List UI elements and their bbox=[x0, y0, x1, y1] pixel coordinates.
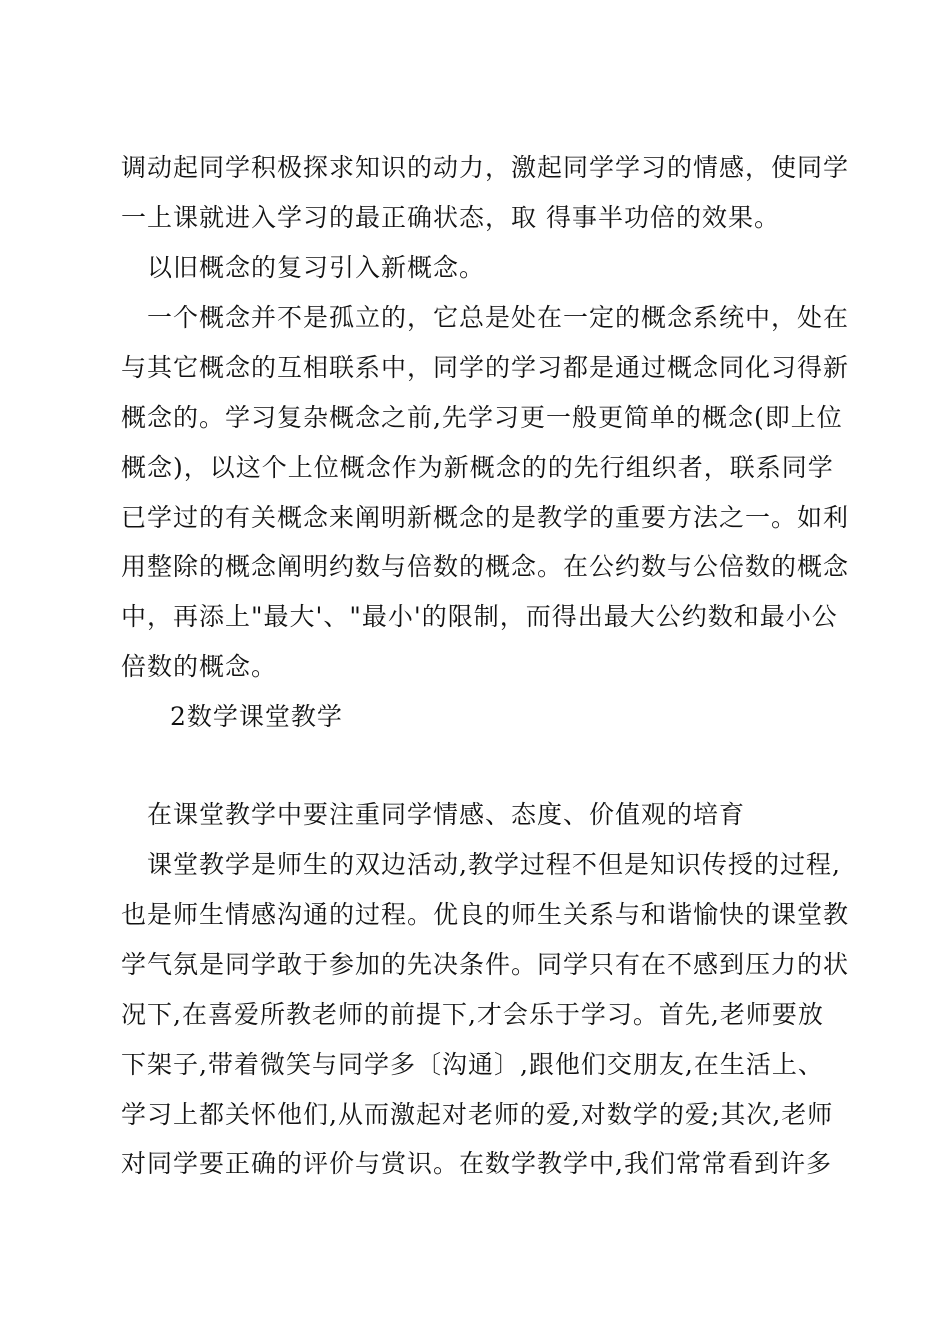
paragraph-line: 与其它概念的互相联系中，同学的学习都是通过概念同化习得新 bbox=[121, 353, 850, 382]
paragraph-line: 一个概念并不是孤立的，它总是处在一定的概念系统中，处在 bbox=[147, 303, 850, 332]
paragraph-line: 概念)，以这个上位概念作为新概念的的先行组织者，联系同学 bbox=[121, 453, 834, 482]
paragraph-line: 中，再添上"最大'、"最小'的限制，而得出最大公约数和最小公 bbox=[121, 602, 838, 631]
paragraph-line: 学习上都关怀他们,从而激起对老师的爱,对数学的爱;其次,老师 bbox=[121, 1100, 834, 1129]
section-heading: 2数学课堂教学 bbox=[170, 702, 343, 731]
paragraph-line: 对同学要正确的评价与赏识。在数学教学中,我们常常看到许多 bbox=[121, 1149, 832, 1178]
paragraph-line: 课堂教学是师生的双边活动,教学过程不但是知识传授的过程, bbox=[147, 850, 841, 879]
paragraph-line: 用整除的概念阐明约数与倍数的概念。在公约数与公倍数的概念 bbox=[121, 552, 850, 581]
paragraph-line: 况下,在喜爱所教老师的前提下,才会乐于学习。首先,老师要放 bbox=[121, 1000, 824, 1029]
paragraph-line: 下架子,带着微笑与同学多〔沟通〕,跟他们交朋友,在生活上、 bbox=[121, 1050, 824, 1079]
subheading: 在课堂教学中要注重同学情感、态度、价值观的培育 bbox=[147, 800, 746, 829]
paragraph-line: 已学过的有关概念来阐明新概念的是教学的重要方法之一。如利 bbox=[121, 503, 850, 532]
paragraph-line: 调动起同学积极探求知识的动力，激起同学学习的情感，使同学 bbox=[121, 153, 850, 182]
paragraph-line: 也是师生情感沟通的过程。优良的师生关系与和谐愉快的课堂教 bbox=[121, 900, 850, 929]
subheading: 以旧概念的复习引入新概念。 bbox=[147, 253, 486, 282]
paragraph-line: 概念的。学习复杂概念之前,先学习更一般更简单的概念(即上位 bbox=[121, 403, 843, 432]
paragraph-line: 学气氛是同学敢于参加的先决条件。同学只有在不感到压力的状 bbox=[121, 950, 850, 979]
paragraph-line: 一上课就进入学习的最正确状态，取 得事半功倍的效果。 bbox=[121, 203, 780, 232]
paragraph-line: 倍数的概念。 bbox=[121, 652, 278, 681]
